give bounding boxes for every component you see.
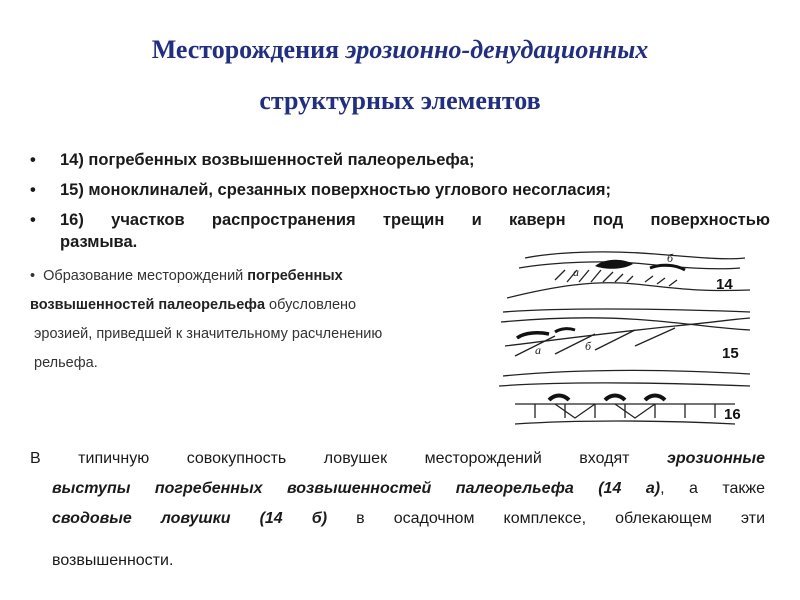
bullet-15-text: 15) моноклиналей, срезанных поверхностью углового несогласия;	[60, 181, 612, 199]
figure-14-deposit	[595, 260, 633, 269]
figure-15-letter-b: б	[585, 339, 592, 353]
figure-15-letter-a: а	[535, 343, 541, 357]
figure-14-letter-b: б	[667, 251, 674, 265]
bullet-list	[30, 145, 770, 253]
paragraph-bold: возвышенностей палеорельефа	[30, 297, 266, 313]
summary-text: , а также	[660, 480, 766, 497]
summary-emphasis: эрозионные	[667, 450, 765, 467]
paragraph-text: Образование месторождений	[43, 268, 248, 284]
figure-16-sketch	[499, 383, 750, 424]
paragraph-text: обусловлено	[265, 297, 357, 313]
trap-schematic-figure	[495, 246, 755, 434]
summary-text: в осадочном комплексе, облекающем эти	[327, 510, 765, 527]
paragraph-line-3: эрозией, приведшей к значительному расчленению	[34, 326, 383, 342]
summary-emphasis: сводовые ловушки (14 б)	[52, 510, 328, 527]
page-title-line-2: структурных элементов	[259, 86, 541, 115]
title-italic: эрозионно-денудационных	[345, 35, 649, 64]
summary-line-1	[30, 444, 765, 474]
paragraph-marker: •	[30, 268, 36, 284]
figure-label-16: 16	[724, 406, 741, 423]
paragraph-bold: погребенных	[247, 268, 343, 284]
summary-line-2	[30, 474, 765, 504]
bullet-marker: •	[30, 181, 36, 199]
bullet-marker: •	[30, 211, 36, 229]
summary-emphasis: выступы погребенных возвышенностей палеорельефа (14 а)	[52, 480, 661, 497]
title-normal: Месторождения	[151, 35, 346, 64]
figure-label-14: 14	[716, 276, 733, 293]
summary-paragraph	[30, 444, 765, 576]
paragraph-line-1	[30, 262, 480, 291]
bullet-14-text: 14) погребенных возвышенностей палеорельефа;	[60, 151, 475, 169]
bullet-16-text: 16) участков распространения трещин и каверн под поверхностью	[60, 211, 770, 229]
bullet-14	[30, 145, 770, 175]
page-title-line-1	[0, 35, 800, 65]
bullet-marker: •	[30, 151, 36, 169]
figure-14-sketch	[507, 252, 750, 298]
description-paragraph	[30, 262, 480, 378]
paragraph-line-4: рельефа.	[34, 355, 98, 371]
summary-line-3	[30, 504, 765, 534]
paragraph-line-2	[30, 291, 480, 320]
bullet-15	[30, 175, 770, 205]
bullet-16-continuation: размыва.	[60, 233, 138, 251]
summary-line-4: возвышенности.	[52, 552, 174, 569]
figure-14-letter-a: а	[573, 265, 579, 279]
figure-label-15: 15	[722, 345, 739, 362]
summary-text: В типичную совокупность ловушек месторождений входят	[30, 450, 668, 467]
